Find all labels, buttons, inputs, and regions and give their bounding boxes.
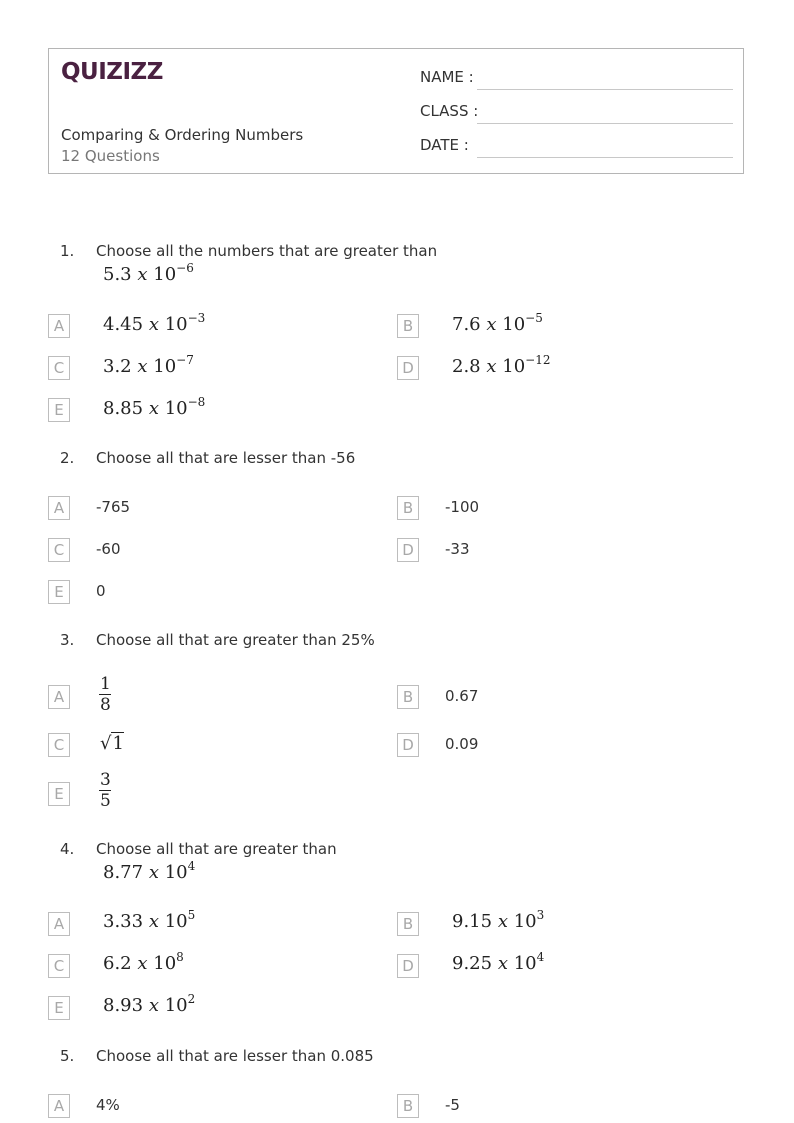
option-d-value: 9.25 x $10^4$ bbox=[452, 950, 545, 974]
option-d-value: 0.09 bbox=[445, 735, 479, 753]
option-c-box[interactable]: C bbox=[48, 733, 70, 757]
question-text: Choose all that are lesser than -56 bbox=[96, 449, 356, 467]
option-d-box[interactable]: D bbox=[397, 356, 419, 380]
date-field[interactable] bbox=[477, 157, 733, 158]
option-b-box[interactable]: B bbox=[397, 685, 419, 709]
question-number: 5. bbox=[60, 1047, 75, 1065]
class-field[interactable] bbox=[477, 123, 733, 124]
option-b-box[interactable]: B bbox=[397, 912, 419, 936]
option-c-box[interactable]: C bbox=[48, 356, 70, 380]
question-text: Choose all that are greater than bbox=[96, 840, 337, 858]
option-a-fraction: 1 8 bbox=[100, 674, 111, 715]
option-c-value: -60 bbox=[96, 540, 121, 558]
option-d-box[interactable]: D bbox=[397, 733, 419, 757]
option-a-box[interactable]: A bbox=[48, 496, 70, 520]
worksheet-title: Comparing & Ordering Numbers bbox=[61, 126, 304, 144]
question-math: 8.77 x $10^4$ bbox=[103, 859, 196, 883]
option-c-sqrt: √1 bbox=[100, 733, 124, 754]
question-text: Choose all that are lesser than 0.085 bbox=[96, 1047, 374, 1065]
option-b-value: 9.15 x $10^3$ bbox=[452, 908, 545, 932]
date-label: DATE : bbox=[420, 136, 469, 154]
option-a-box[interactable]: A bbox=[48, 314, 70, 338]
option-a-value: 4.45 x $10^{-3}$ bbox=[103, 311, 206, 335]
option-c-box[interactable]: C bbox=[48, 538, 70, 562]
option-e-box[interactable]: E bbox=[48, 996, 70, 1020]
question-number: 2. bbox=[60, 449, 75, 467]
option-e-value: 8.93 x $10^2$ bbox=[103, 992, 196, 1016]
option-b-box[interactable]: B bbox=[397, 1094, 419, 1118]
option-a-box[interactable]: A bbox=[48, 912, 70, 936]
option-e-box[interactable]: E bbox=[48, 782, 70, 806]
class-label: CLASS : bbox=[420, 102, 479, 120]
question-number: 3. bbox=[60, 631, 75, 649]
option-b-value: -5 bbox=[445, 1096, 460, 1114]
option-b-box[interactable]: B bbox=[397, 496, 419, 520]
radical-sign: √ bbox=[100, 733, 112, 754]
option-c-value: 3.2 x $10^{-7}$ bbox=[103, 353, 194, 377]
option-a-value: 3.33 x $10^5$ bbox=[103, 908, 196, 932]
question-text: Choose all the numbers that are greater than bbox=[96, 242, 438, 260]
option-b-value: -100 bbox=[445, 498, 480, 516]
option-a-box[interactable]: A bbox=[48, 685, 70, 709]
name-field[interactable] bbox=[477, 89, 733, 90]
option-a-value: 4% bbox=[96, 1096, 120, 1114]
option-e-box[interactable]: E bbox=[48, 398, 70, 422]
name-label: NAME : bbox=[420, 68, 474, 86]
option-d-value: 2.8 x $10^{-12}$ bbox=[452, 353, 551, 377]
option-e-value: 8.85 x $10^{-8}$ bbox=[103, 395, 206, 419]
option-b-value: 7.6 x $10^{-5}$ bbox=[452, 311, 543, 335]
option-d-box[interactable]: D bbox=[397, 954, 419, 978]
option-c-value: 6.2 x $10^8$ bbox=[103, 950, 184, 974]
option-d-box[interactable]: D bbox=[397, 538, 419, 562]
option-e-value: 0 bbox=[96, 582, 106, 600]
option-c-box[interactable]: C bbox=[48, 954, 70, 978]
option-b-value: 0.67 bbox=[445, 687, 479, 705]
option-a-value: -765 bbox=[96, 498, 131, 516]
option-e-fraction: 3 5 bbox=[100, 770, 111, 811]
question-number: 1. bbox=[60, 242, 75, 260]
option-b-box[interactable]: B bbox=[397, 314, 419, 338]
question-number: 4. bbox=[60, 840, 75, 858]
worksheet-header bbox=[48, 48, 744, 174]
question-text: Choose all that are greater than 25% bbox=[96, 631, 375, 649]
question-math: 5.3 x $10^{-6}$ bbox=[103, 261, 194, 285]
option-d-value: -33 bbox=[445, 540, 470, 558]
option-a-box[interactable]: A bbox=[48, 1094, 70, 1118]
question-count: 12 Questions bbox=[61, 147, 160, 165]
option-e-box[interactable]: E bbox=[48, 580, 70, 604]
quizizz-logo: QUIZIZZ bbox=[61, 59, 163, 85]
